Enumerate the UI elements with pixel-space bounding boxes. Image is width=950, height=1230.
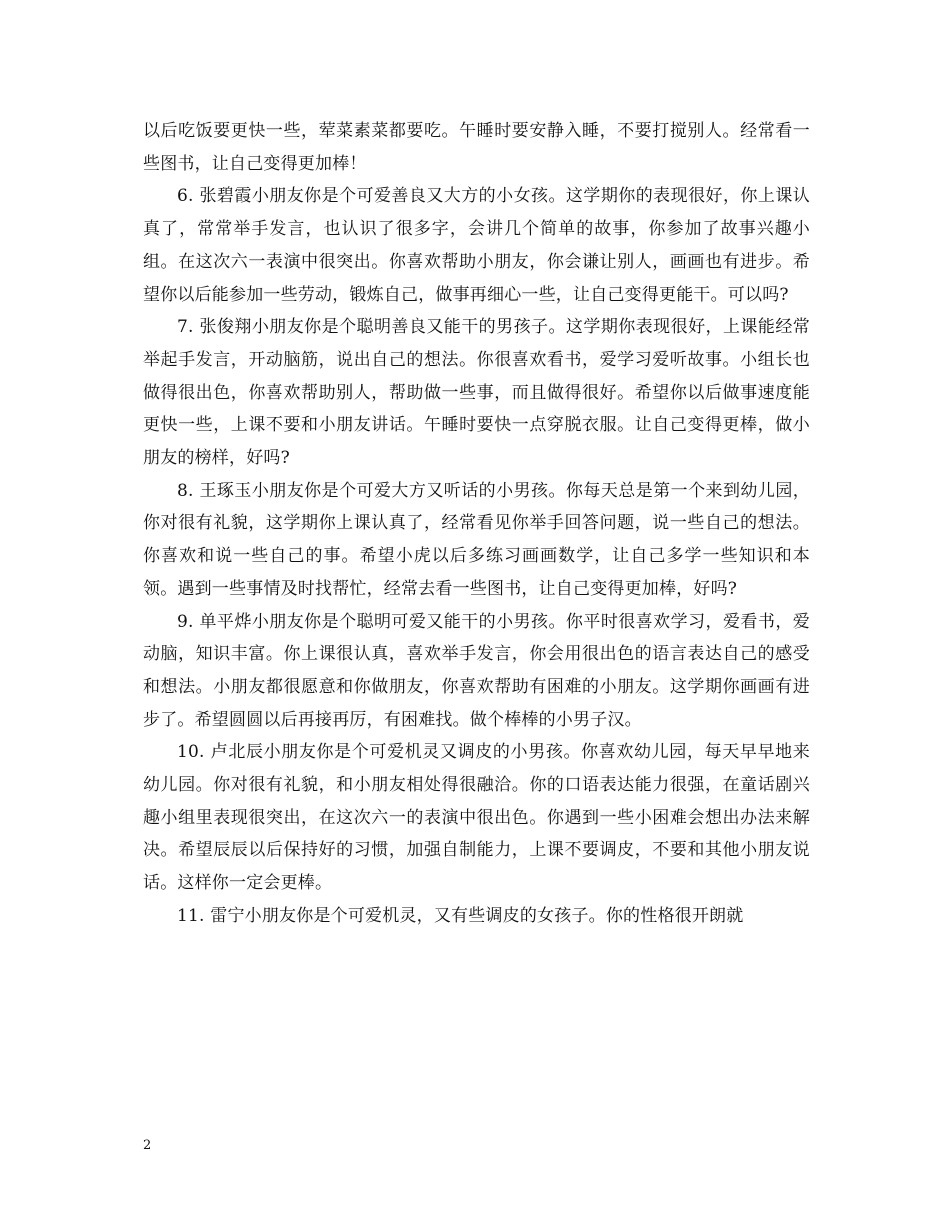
paragraph: 以后吃饭要更快一些，荤菜素菜都要吃。午睡时要安静入睡，不要打搅别人。经常看一些图书，让自己变得更加棒！ xyxy=(143,121,810,174)
paragraph: 10. 卢北辰小朋友你是个可爱机灵又调皮的小男孩。你喜欢幼儿园，每天早早地来幼儿园。你对很有礼貌，和小朋友相处得很融洽。你的口语表达能力很强，在童话剧兴趣小组里表现很突出，在这次六一的表演中很出色。你遇到一些小困难会想出办法来解决。希望辰辰以后保持好的习惯，加强自制能力，上课不要调皮，不要和其他小朋友说话。这样你一定会更棒。 xyxy=(143,742,810,894)
document-body xyxy=(143,115,810,933)
paragraph: 11. 雷宁小朋友你是个可爱机灵，又有些调皮的女孩子。你的性格很开朗就 xyxy=(177,905,744,926)
paragraph: 7. 张俊翔小朋友你是个聪明善良又能干的男孩子。这学期你表现很好，上课能经常举起手发言，开动脑筋，说出自己的想法。你很喜欢看书，爱学习爱听故事。小组长也做得很出色，你喜欢帮助别人，帮助做一些事，而且做得很好。希望你以后做事速度能更快一些，上课不要和小朋友讲话。午睡时要快一点穿脱衣服。让自己变得更棒，做小朋友的榜样，好吗? xyxy=(143,317,810,469)
paragraph: 6. 张碧霞小朋友你是个可爱善良又大方的小女孩。这学期你的表现很好，你上课认真了，常常举手发言，也认识了很多字，会讲几个简单的故事，你参加了故事兴趣小组。在这次六一表演中很突出。你喜欢帮助小朋友，你会谦让别人，画画也有进步。希望你以后能参加一些劳动，锻炼自己，做事再细心一些，让自己变得更能干。可以吗? xyxy=(143,186,810,305)
paragraph: 8. 王琢玉小朋友你是个可爱大方又听话的小男孩。你每天总是第一个来到幼儿园，你对很有礼貌，这学期你上课认真了，经常看见你举手回答问题，说一些自己的想法。你喜欢和说一些自己的事。希望小虎以后多练习画画数学，让自己多学一些知识和本领。遇到一些事情及时找帮忙，经常去看一些图书，让自己变得更加棒，好吗? xyxy=(143,480,810,599)
paragraph: 9. 单平烨小朋友你是个聪明可爱又能干的小男孩。你平时很喜欢学习，爱看书，爱动脑，知识丰富。你上课很认真，喜欢举手发言，你会用很出色的语言表达自己的感受和想法。小朋友都很愿意和你做朋友，你喜欢帮助有困难的小朋友。这学期你画画有进步了。希望圆圆以后再接再厉，有困难找。做个棒棒的小男子汉。 xyxy=(143,611,810,730)
page-number: 2 xyxy=(143,1138,152,1153)
